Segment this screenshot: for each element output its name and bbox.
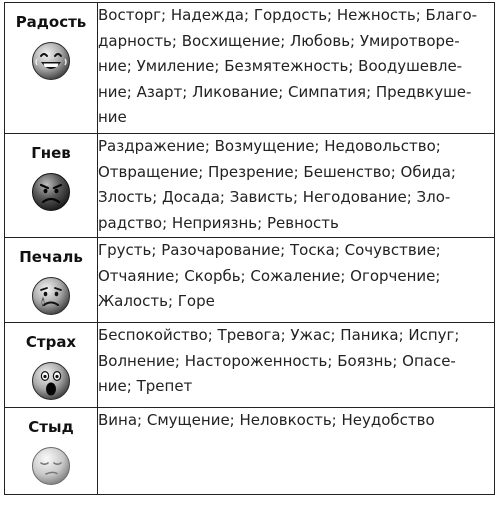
emotions-table [4, 2, 495, 495]
emotion-name: Стыд [28, 418, 74, 436]
emotion-list-cell [98, 134, 495, 238]
emotion-list [98, 3, 494, 131]
emotion-row-anger [5, 134, 495, 238]
emotion-list-line: Жалость; Горе [98, 292, 215, 310]
emotion-row-sadness [5, 238, 495, 323]
emotion-list [98, 323, 494, 400]
emotion-list-line: ние; Азарт; Ликование; Симпатия; Предвкуше- [98, 82, 472, 101]
emotion-list-line: ние; Умиление; Безмятежность; Воодушевле- [98, 57, 463, 75]
emotion-list-line: радство; Неприязнь; Ревность [98, 213, 339, 232]
emotion-row-fear [5, 323, 495, 408]
emotion-list-line: Злость; Досада; Зависть; Негодование; Зло- [98, 188, 451, 206]
emotion-list-line: Раздражение; Возмущение; Недовольство; [98, 137, 441, 155]
emotion-list-cell [98, 408, 495, 495]
emotion-name: Гнев [31, 144, 71, 162]
angry-face-icon [31, 172, 71, 212]
emotion-name-cell [5, 134, 98, 238]
emotion-list-line: Волнение; Настороженность; Боязнь; Опасе- [98, 351, 456, 370]
emotion-list-line: Грусть; Разочарование; Тоска; Сочувствие; [98, 241, 441, 259]
emotion-list-cell [98, 238, 495, 323]
emotion-row-joy [5, 3, 495, 134]
emotion-list-line: Беспокойство; Тревога; Ужас; Паника; Испуг; [98, 326, 460, 344]
emotion-name-cell [5, 3, 98, 134]
emotion-name-cell [5, 323, 98, 408]
emotion-list [98, 238, 494, 315]
emotion-name-cell [5, 238, 98, 323]
emotion-row-shame [5, 408, 495, 495]
emotion-list-line: Отчаяние; Скорбь; Сожаление; Огорчение; [98, 266, 441, 285]
emotion-list [98, 134, 494, 236]
scared-face-icon [31, 361, 71, 401]
emotion-name-cell [5, 408, 98, 495]
emotion-list-cell [98, 323, 495, 408]
emotion-list-line: Восторг; Надежда; Гордость; Нежность; Благо- [98, 6, 478, 24]
ashamed-face-icon [31, 446, 71, 486]
crying-face-icon [31, 276, 71, 316]
emotion-name: Радость [15, 13, 87, 31]
emotion-list-cell [98, 3, 495, 134]
emotion-list-line: ние; Трепет [98, 377, 193, 395]
emotion-list-line: Вина; Смущение; Неловкость; Неудобство [98, 411, 435, 429]
emotion-name: Печаль [19, 248, 83, 266]
laughing-face-icon [31, 41, 71, 81]
emotion-list-line: дарность; Восхищение; Любовь; Умиротворе- [98, 31, 460, 50]
emotion-list-line: ние [98, 108, 127, 126]
emotion-list-line: Отвращение; Презрение; Бешенство; Обида; [98, 162, 456, 181]
emotion-list [98, 408, 494, 434]
emotion-name: Страх [25, 333, 77, 351]
